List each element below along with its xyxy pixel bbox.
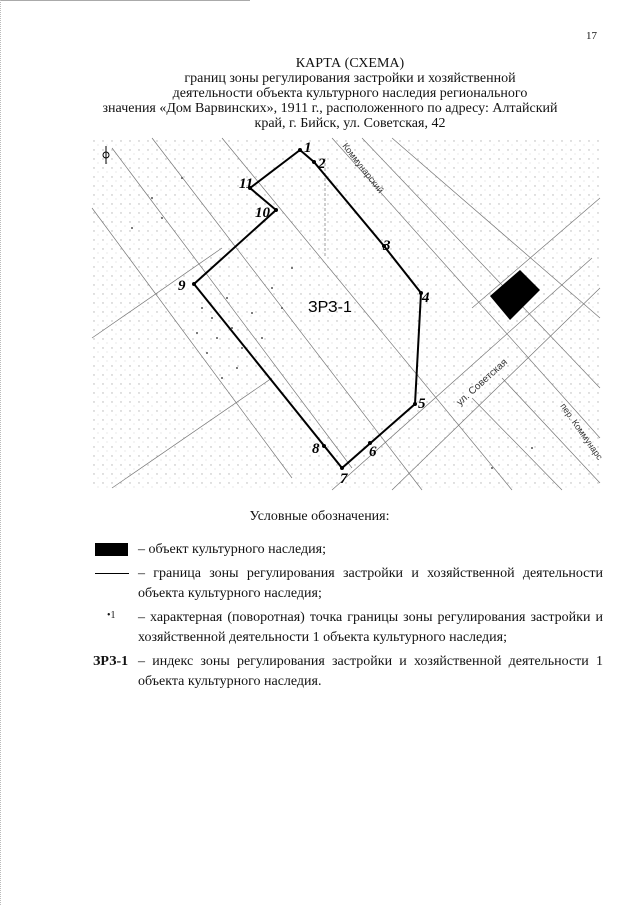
legend-text-heritage: – объект культурного наследия; (138, 542, 326, 557)
boundary-line-swatch (95, 573, 129, 574)
point-label-1: 1 (304, 140, 312, 156)
legend-row-index (93, 652, 603, 692)
street-label-sovetskaya: ул. Советская (454, 356, 510, 409)
cadastral-map (92, 138, 605, 490)
title-line-2: границ зоны регулирования застройки и хозяйственной (184, 71, 516, 86)
heritage-object-swatch (95, 543, 128, 556)
turning-point-symbol: •1 (107, 610, 116, 621)
legend-row-point (93, 608, 603, 648)
legend (93, 540, 603, 696)
point-label-4: 4 (422, 290, 430, 306)
point-label-8: 8 (312, 441, 320, 457)
zone-index-label: ЗРЗ-1 (93, 654, 129, 669)
title-line-3: деятельности объекта культурного наследия регионального (172, 86, 528, 101)
point-label-10: 10 (255, 205, 270, 221)
map-svg (92, 138, 605, 490)
point-label-2: 2 (318, 156, 326, 172)
legend-text-boundary: – граница зоны регулирования застройки и хозяйственной деятельности объекта культурного наследия; (138, 566, 603, 601)
legend-row-heritage (93, 540, 603, 560)
legend-row-boundary (93, 564, 603, 604)
title-line-5: край, г. Бийск, ул. Советская, 42 (254, 116, 446, 131)
legend-text-index: – индекс зоны регулирования застройки и хозяйственной деятельности 1 объекта культурного наследия. (138, 654, 603, 689)
legend-text-point: – характерная (поворотная) точка границы зоны регулирования застройки и хозяйственной деятельности 1 объекта культурного наследия; (138, 610, 603, 645)
left-margin-border (0, 0, 4, 905)
title-line-1: КАРТА (СХЕМА) (295, 56, 405, 71)
street-label-kommunarsky: Коммунарский (340, 141, 386, 196)
street-label-per-kommunarsky: пер. Коммунарс (558, 401, 605, 462)
top-rule (0, 0, 250, 1)
point-label-3: 3 (383, 238, 391, 254)
point-label-9: 9 (178, 278, 186, 294)
point-label-5: 5 (418, 396, 426, 412)
point-label-7: 7 (340, 471, 348, 487)
point-label-11: 11 (239, 176, 254, 192)
page-number: 17 (586, 30, 597, 42)
zone-label: ЗРЗ-1 (308, 299, 352, 316)
point-label-6: 6 (369, 444, 377, 460)
legend-title: Условные обозначения: (249, 509, 390, 524)
title-line-4: значения «Дом Варвинских», 1911 г., расположенного по адресу: Алтайский (102, 101, 558, 116)
document-title (80, 56, 620, 131)
